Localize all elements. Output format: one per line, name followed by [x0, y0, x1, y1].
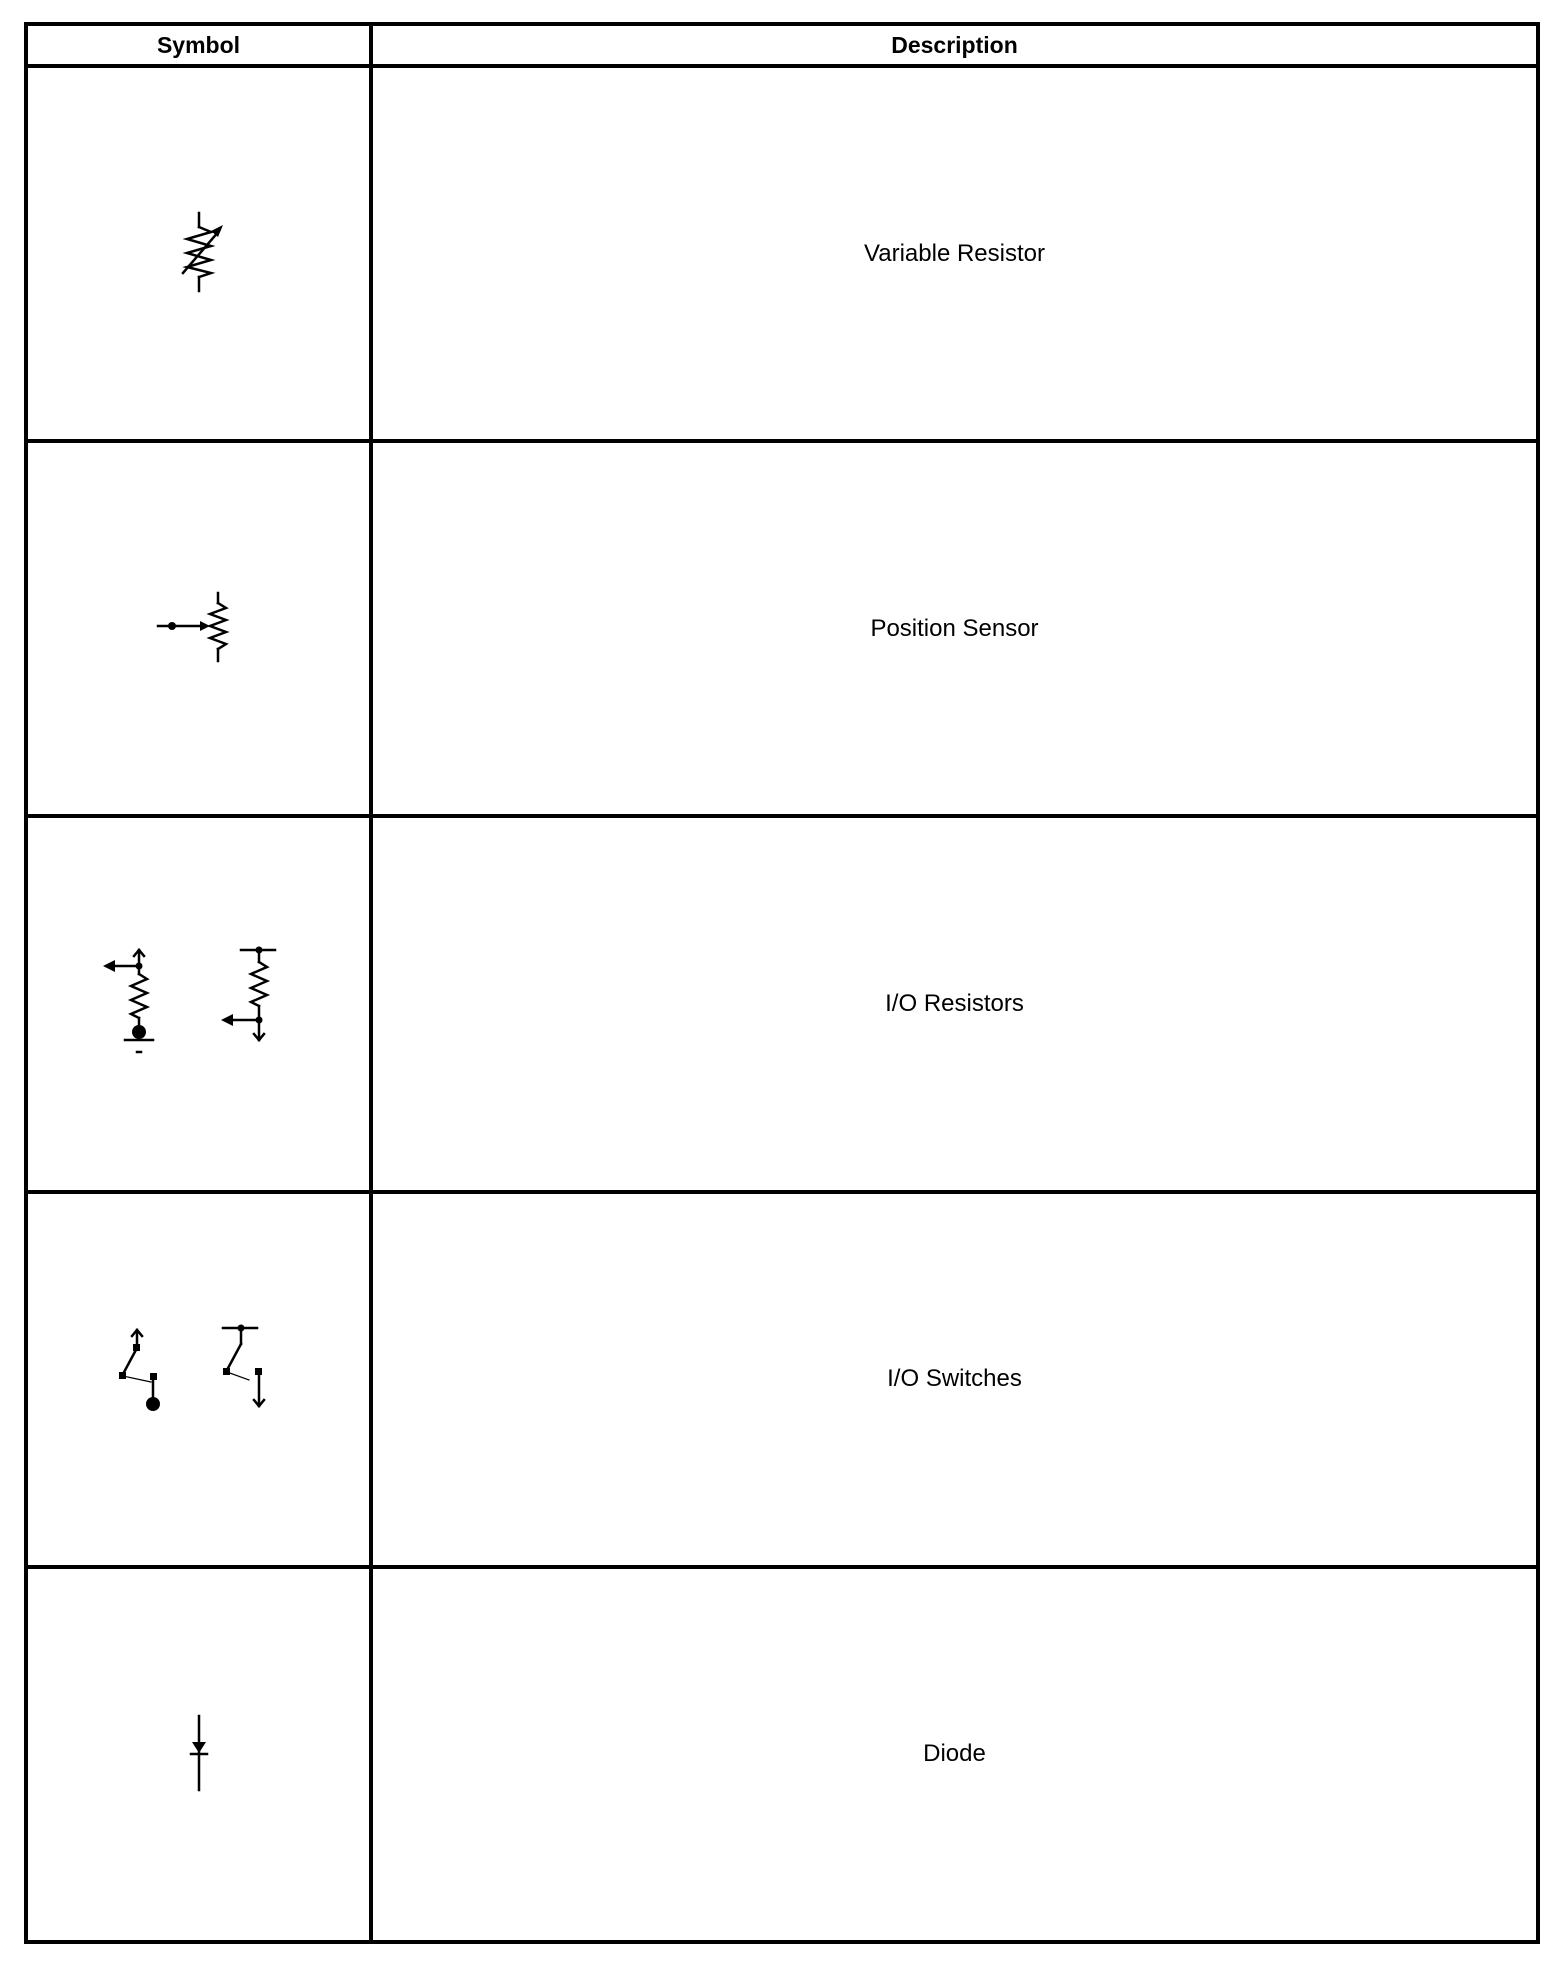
- position-sensor-icon: [154, 589, 244, 669]
- symbol-cell: [26, 66, 371, 441]
- symbol-cell: [26, 441, 371, 816]
- description-cell: Variable Resistor: [371, 66, 1538, 441]
- table-row: [26, 816, 1538, 1191]
- table-row: [26, 1567, 1538, 1942]
- description-cell: I/O Resistors: [371, 816, 1538, 1191]
- table-row: [26, 441, 1538, 816]
- symbol-cell: [26, 1567, 371, 1942]
- header-row: [26, 24, 1538, 66]
- diode-icon: [179, 1714, 219, 1794]
- symbol-cell: [26, 1192, 371, 1567]
- symbol-cell: [26, 816, 371, 1191]
- description-cell: Position Sensor: [371, 441, 1538, 816]
- description-cell: I/O Switches: [371, 1192, 1538, 1567]
- io-resistors-icon: [99, 944, 299, 1064]
- variable-resistor-icon: [159, 209, 239, 299]
- table-row: [26, 66, 1538, 441]
- io-switches-icon: [99, 1324, 299, 1434]
- table-row: [26, 1192, 1538, 1567]
- description-column-header: Description: [371, 24, 1538, 66]
- description-cell: Diode: [371, 1567, 1538, 1942]
- symbol-column-header: Symbol: [26, 24, 371, 66]
- symbol-legend-table: [24, 22, 1540, 1944]
